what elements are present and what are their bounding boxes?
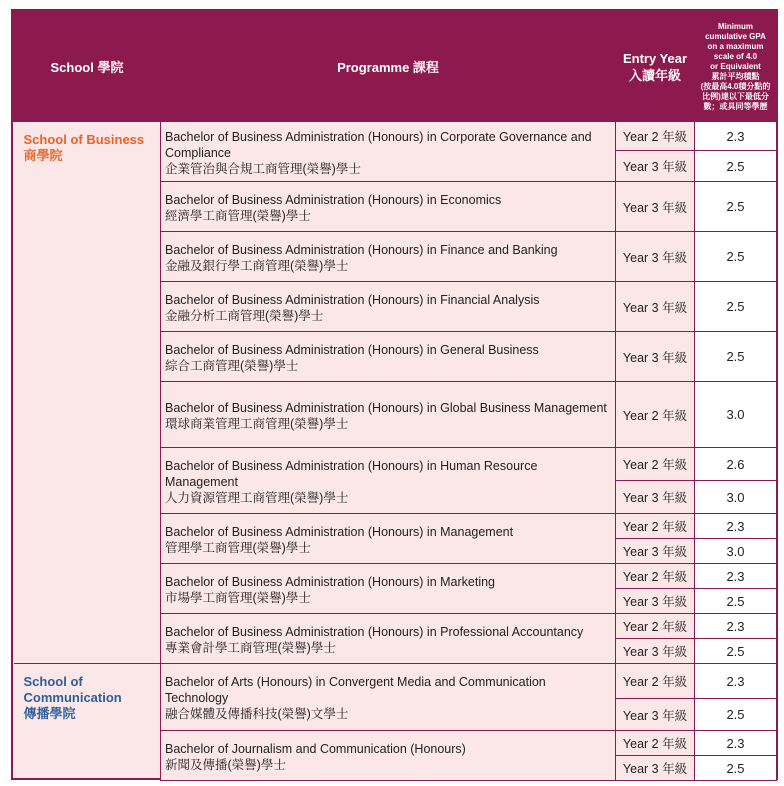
programme-cell (161, 332, 616, 382)
entry-year-cell: Year 2 年級 (616, 564, 695, 589)
programme-cell (161, 564, 616, 614)
entry-year-cell: Year 3 年級 (616, 481, 695, 514)
entry-year-cell: Year 3 年級 (616, 332, 695, 382)
programme-name-en: Bachelor of Business Administration (Honours) in Financial Analysis (165, 292, 540, 307)
gpa-cell: 2.5 (695, 232, 777, 282)
programme-name-zh: 融合媒體及傳播科技(榮譽)文學士 (165, 707, 349, 721)
gpa-cell: 2.6 (695, 448, 777, 481)
entry-year-cell: Year 2 年級 (616, 122, 695, 151)
programme-name-zh: 金融分析工商管理(榮譽)學士 (165, 308, 324, 323)
entry-year-cell: Year 3 年級 (616, 182, 695, 232)
gpa-cell: 3.0 (695, 382, 777, 448)
programme-name-en: Bachelor of Business Administration (Honours) in Global Business Management (165, 400, 607, 415)
gpa-requirements-table (11, 9, 778, 780)
gpa-cell: 2.5 (695, 699, 777, 731)
entry-year-cell: Year 3 年級 (616, 589, 695, 614)
entry-year-cell: Year 2 年級 (616, 614, 695, 639)
header-programme: Programme 課程 (161, 12, 616, 122)
programme-name-zh: 管理學工商管理(榮譽)學士 (165, 540, 311, 555)
programme-cell (161, 382, 616, 448)
programme-name-en: Bachelor of Business Administration (Honours) in Management (165, 524, 514, 539)
programme-cell (161, 232, 616, 282)
entry-year-cell: Year 2 年級 (616, 448, 695, 481)
school-cell (14, 122, 161, 664)
header-school: School 學院 (14, 12, 161, 122)
header-gpa-line: 數；或具同等學歷 (703, 101, 768, 111)
header-gpa-line: (按最高4.0積分點的 (700, 81, 771, 91)
gpa-cell: 2.5 (695, 282, 777, 332)
header-gpa-line: Minimum (717, 21, 754, 31)
gpa-cell: 2.3 (695, 731, 777, 756)
gpa-cell: 3.0 (695, 539, 777, 564)
entry-year-cell: Year 3 年級 (616, 756, 695, 781)
programme-cell (161, 614, 616, 664)
header-gpa-line: on a maximum (707, 41, 764, 51)
programme-cell (161, 448, 616, 514)
programme-name-en: Bachelor of Business Administration (Honours) in Marketing (165, 574, 496, 589)
header-gpa-line: or Equivalent (710, 61, 761, 71)
gpa-cell: 2.5 (695, 639, 777, 664)
programme-name-zh: 金融及銀行學工商管理(榮譽)學士 (165, 258, 349, 273)
entry-year-cell: Year 3 年級 (616, 539, 695, 564)
header-gpa-line: 比例)達以下最低分 (702, 91, 769, 101)
programme-name-zh: 經濟學工商管理(榮譽)學士 (165, 208, 311, 223)
programme-name-en: Bachelor of Journalism and Communication (Honours) (165, 741, 466, 756)
programme-cell (161, 664, 616, 731)
table-header-row (14, 12, 777, 122)
header-gpa-line: 累計平均積點 (711, 71, 760, 81)
programme-cell (161, 731, 616, 781)
programme-name-zh: 企業管治與合規工商管理(榮譽)學士 (165, 161, 361, 176)
header-gpa-line: scale of 4.0 (713, 51, 758, 61)
entry-year-cell: Year 3 年級 (616, 282, 695, 332)
header-gpa-line: cumulative GPA (705, 31, 766, 41)
programme-name-en: Bachelor of Arts (Honours) in Convergent Media and Communication Technology (165, 675, 546, 705)
entry-year-cell: Year 3 年級 (616, 232, 695, 282)
school-name-en: School of Business (23, 132, 145, 147)
header-gpa (695, 12, 777, 122)
table-row (14, 122, 777, 151)
entry-year-cell: Year 2 年級 (616, 382, 695, 448)
programme-cell (161, 514, 616, 564)
school-name-en: School of Communication (23, 674, 122, 705)
gpa-cell: 2.3 (695, 122, 777, 151)
entry-year-cell: Year 2 年級 (616, 664, 695, 699)
entry-year-cell: Year 3 年級 (616, 639, 695, 664)
entry-year-cell: Year 2 年級 (616, 731, 695, 756)
header-entry-year (616, 12, 695, 122)
programme-cell (161, 282, 616, 332)
programme-name-zh: 綜合工商管理(榮譽)學士 (165, 358, 299, 373)
gpa-cell: 2.5 (695, 182, 777, 232)
header-entry-year-en: Entry Year (622, 50, 688, 66)
programme-name-zh: 新聞及傳播(榮譽)學士 (165, 757, 286, 772)
gpa-cell: 2.5 (695, 756, 777, 781)
programme-name-en: Bachelor of Business Administration (Honours) in Finance and Banking (165, 242, 558, 257)
programme-name-en: Bachelor of Business Administration (Honours) in Human Resource Management (165, 458, 538, 489)
programme-name-zh: 專業會計學工商管理(榮譽)學士 (165, 640, 336, 655)
gpa-cell: 2.3 (695, 514, 777, 539)
table-row (14, 664, 777, 699)
programme-name-zh: 環球商業管理工商管理(榮譽)學士 (165, 416, 349, 431)
gpa-cell: 2.5 (695, 332, 777, 382)
programme-name-en: Bachelor of Business Administration (Honours) in General Business (165, 342, 539, 357)
programme-cell (161, 182, 616, 232)
header-entry-year-zh: 入讀年級 (628, 67, 681, 83)
programme-name-en: Bachelor of Business Administration (Honours) in Professional Accountancy (165, 624, 584, 639)
gpa-cell: 2.3 (695, 614, 777, 639)
school-name-zh: 傳播學院 (23, 706, 76, 721)
school-cell (14, 664, 161, 781)
programme-name-en: Bachelor of Business Administration (Honours) in Corporate Governance and Compliance (165, 129, 592, 160)
gpa-cell: 2.3 (695, 664, 777, 699)
programme-name-zh: 人力資源管理工商管理(榮譽)學士 (165, 490, 349, 505)
programme-cell (161, 122, 616, 182)
entry-year-cell: Year 3 年級 (616, 151, 695, 182)
gpa-cell: 2.5 (695, 151, 777, 182)
programme-name-en: Bachelor of Business Administration (Honours) in Economics (165, 192, 502, 207)
gpa-cell: 2.3 (695, 564, 777, 589)
table-body (14, 122, 777, 781)
entry-year-cell: Year 3 年級 (616, 699, 695, 731)
gpa-cell: 3.0 (695, 481, 777, 514)
entry-year-cell: Year 2 年級 (616, 514, 695, 539)
programme-name-zh: 市場學工商管理(榮譽)學士 (165, 590, 311, 605)
school-name-zh: 商學院 (23, 148, 63, 163)
gpa-cell: 2.5 (695, 589, 777, 614)
